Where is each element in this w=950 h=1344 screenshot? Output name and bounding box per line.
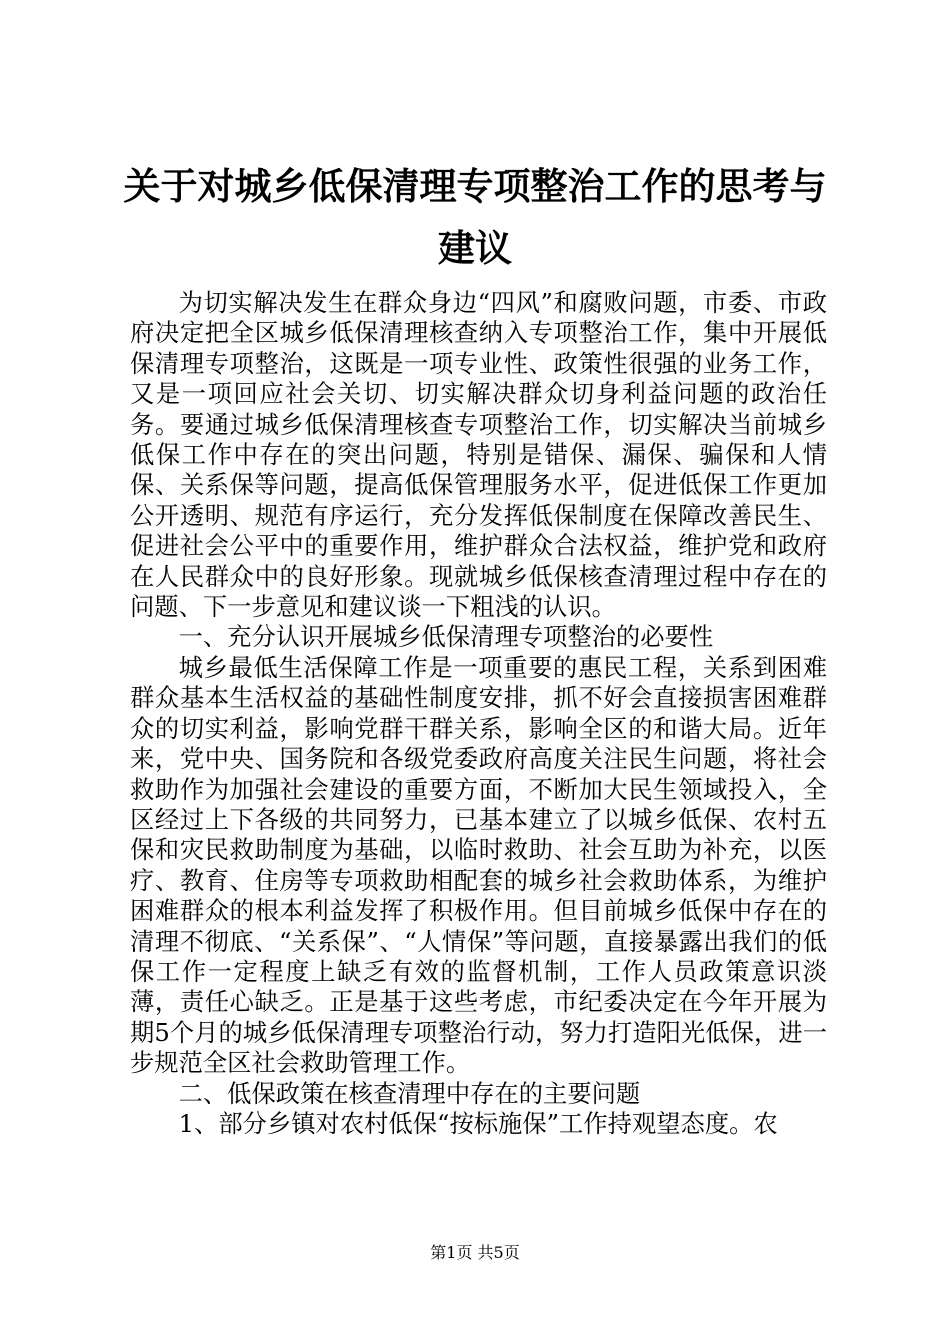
paragraph-intro: 为切实解决发生在群众身边“四风”和腐败问题，市委、市政府决定把全区城乡低保清理核查纳入专项整治工作，集中开展低保清理专项整治，这既是一项专业性、政策性很强的业务工作，又是一项回应社会关切、切实解决群众切身利益问题的政治任务。要通过城乡低保清理核查专项整治工作，切实解决当前城乡低保工作中存在的突出问题，特别是错保、漏保、骗保和人情保、关系保等问题，提高低保管理服务水平，促进低保工作更加公开透明、规范有序运行，充分发挥低保制度在保障改善民生、促进社会公平中的重要作用，维护群众合法权益，维护党和政府在人民群众中的良好形象。现就城乡低保核查清理过程中存在的问题、下一步意见和建议谈一下粗浅的认识。 <box>130 288 827 622</box>
paragraph-section-2-item-1: 1、部分乡镇对农村低保“按标施保”工作持观望态度。农 <box>178 1108 778 1138</box>
document-body <box>130 288 827 1139</box>
page-footer: 第1页 共5页 <box>430 1243 520 1262</box>
section-heading-2: 二、低保政策在核查清理中存在的主要问题 <box>178 1078 641 1108</box>
paragraph-section-1: 城乡最低生活保障工作是一项重要的惠民工程，关系到困难群众基本生活权益的基础性制度安排，抓不好会直接损害困难群众的切实利益，影响党群干群关系，影响全区的和谐大局。近年来，党中央、国务院和各级党委政府高度关注民生问题，将社会救助作为加强社会建设的重要方面，不断加大民生领域投入，全区经过上下各级的共同努力，已基本建立了以城乡低保、农村五保和灾民救助制度为基础，以临时救助、社会互助为补充，以医疗、教育、住房等专项救助相配套的城乡社会救助体系，为维护困难群众的根本利益发挥了积极作用。但目前城乡低保中存在的清理不彻底、“关系保”、“人情保”等问题，直接暴露出我们的低保工作一定程度上缺乏有效的监督机制，工作人员政策意识淡薄，责任心缺乏。正是基于这些考虑，市纪委决定在今年开展为期5个月的城乡低保清理专项整治行动，努力打造阳光低保，进一步规范全区社会救助管理工作。 <box>130 652 827 1078</box>
section-heading-1: 一、充分认识开展城乡低保清理专项整治的必要性 <box>178 622 714 652</box>
document-title: 关于对城乡低保清理专项整治工作的思考与建议 <box>123 164 827 270</box>
